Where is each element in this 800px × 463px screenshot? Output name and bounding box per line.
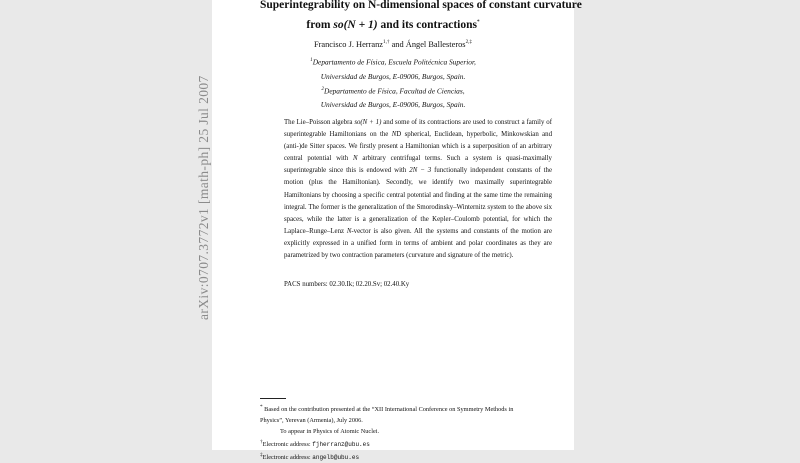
footnote-rule: [260, 398, 286, 399]
email-link-ballesteros[interactable]: angelb@ubu.es: [312, 454, 360, 462]
footnote-conference: * Based on the contribution presented at the “XII International Conference on Symmetry Methods in: [260, 404, 514, 414]
paper-page: [212, 0, 582, 462]
footnote-email-herranz: †Electronic address: fjherranz@ubu.es: [260, 439, 370, 449]
author-list: Francisco J. Herranz$^{1,\dagger}$ and Ángel Ballesteros$^{2,\ddagger}$: [313, 39, 473, 49]
affiliation-1-line-1: $^1$Departamento de Física, Escuela Politécnica Superior,: [310, 57, 476, 67]
author-ballesteros: Ángel Ballesteros: [405, 39, 466, 49]
title-line-2: from so(N + 1) and its contractions*: [306, 18, 480, 31]
paper-title: [212, 0, 582, 34]
abstract: The Lie–Poisson algebra so(N + 1) and some of its contractions are used to construct a family of superintegrable Hamiltonians on the ND spherical, Euclidean, hyperbolic, Minkowskian and (anti-)de Sitter spaces. We firstly present a Hamiltonian which is a superposition of an arbitrary central potential with N arbitrary centrifugal terms. Such a system is quasi-maximally superintegrable since this is endowed with 2N − 3 functionally independent constants of the motion (plus the Hamiltonian). Secondly, we identify two maximally superintegrable Hamiltonians by choosing a specific central potential and finding at the same time the remaining integral. The former is the generalization of the Smorodinsky–Winternitz system to the above six spaces, while the latter is a generalization of the Kepler–Coulomb potential, for which the Laplace–Runge–Lenz N-vector is also given. All the systems and constants of the motion are explicitly expressed in a unified form in terms of ambient and polar coordinates as they are parametrized by two contraction parameters (curvature and signature of the metric).: [284, 119, 553, 260]
affiliation-2-line-2: Universidad de Burgos, E-09006, Burgos, Spain.: [320, 100, 466, 109]
footnote-email-ballesteros: ‡Electronic address: angelb@ubu.es: [260, 452, 360, 462]
footnote-to-appear: To appear in Physics of Atomic Nuclei.: [280, 428, 380, 436]
author-herranz: Francisco J. Herranz: [313, 39, 384, 49]
arxiv-identifier-stamp: arXiv:0707.3772v1 [math-ph] 25 Jul 2007: [196, 75, 211, 320]
affiliation-2-line-1: $^2$Departamento de Física, Facultad de Ciencias,: [321, 86, 465, 96]
pacs-numbers: PACS numbers: 02.30.Ik; 02.20.Sv; 02.40.Ky: [284, 281, 410, 288]
affiliation-1-line-2: Universidad de Burgos, E-09006, Burgos, Spain.: [320, 72, 466, 81]
footnote-conference-cont: Physics”, Yerevan (Armenia), July 2006.: [260, 417, 363, 425]
email-link-herranz[interactable]: fjherranz@ubu.es: [312, 441, 370, 449]
title-line-1: Superintegrability on N-dimensional spaces of constant curvature: [260, 0, 582, 11]
footnotes: [260, 402, 578, 463]
